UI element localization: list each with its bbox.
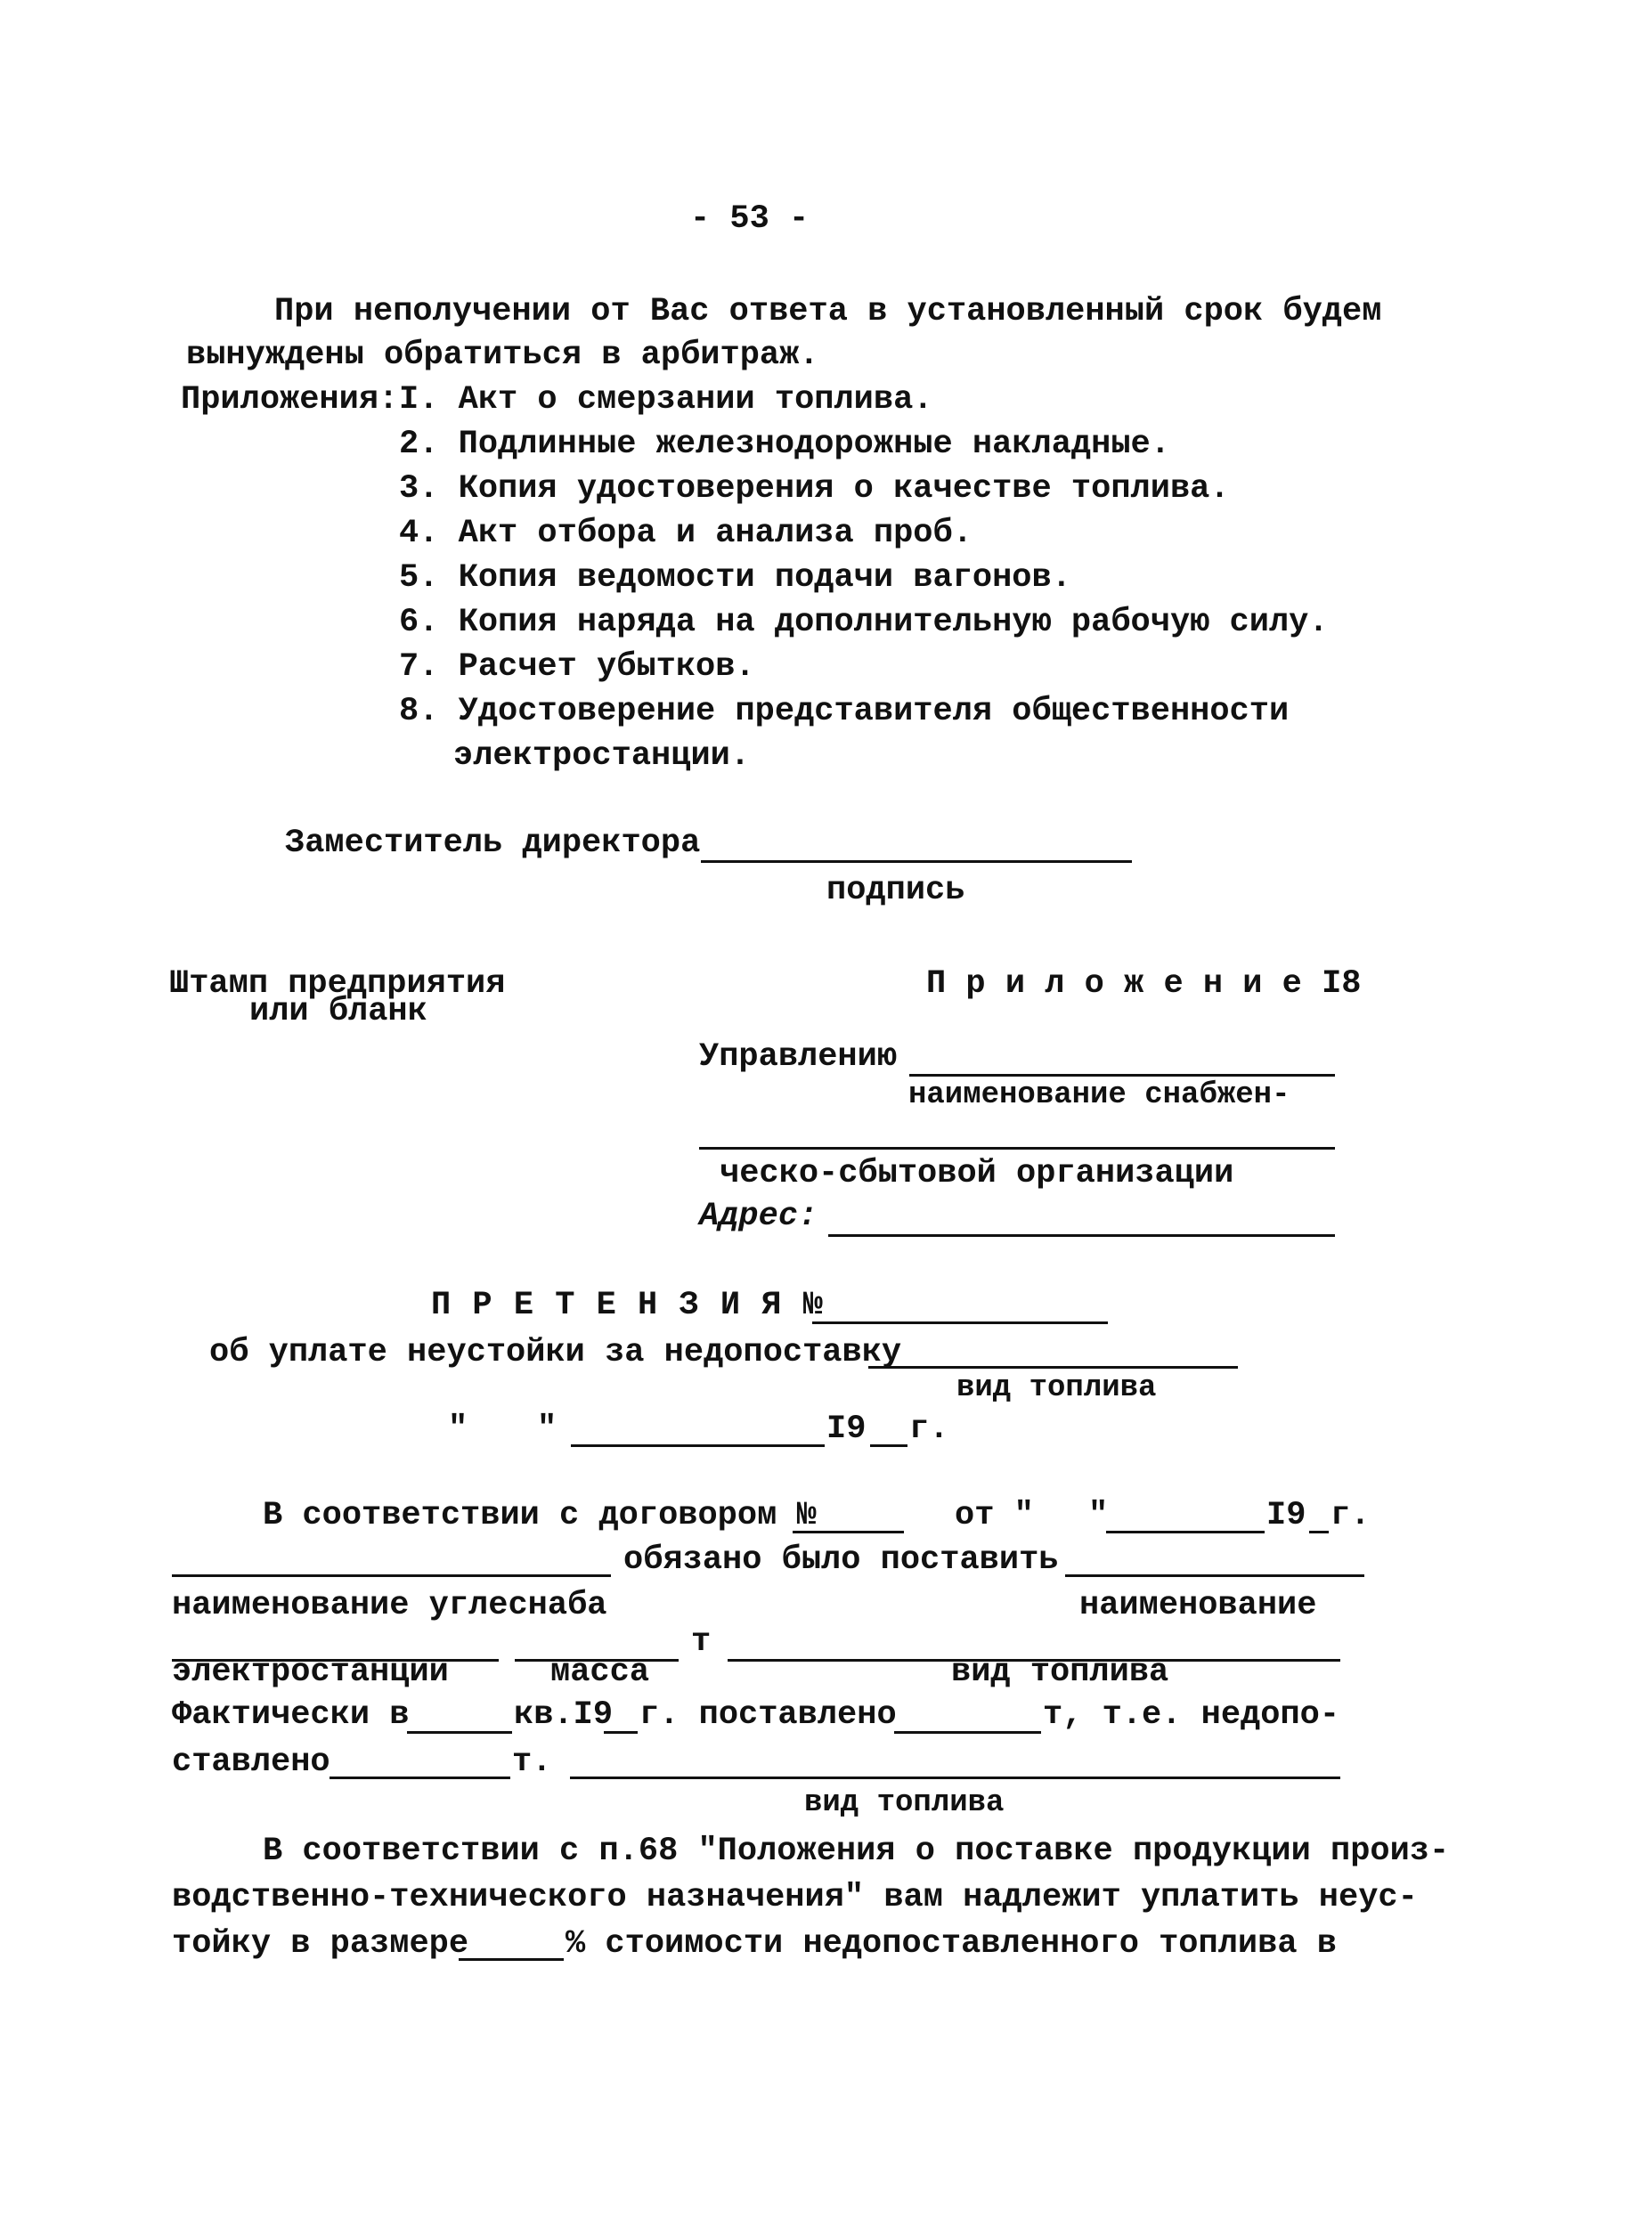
- short-fuel-line: [570, 1777, 1340, 1779]
- signature-line: [701, 860, 1132, 863]
- quote-open: ": [448, 1411, 468, 1448]
- fuel-caption: вид топлива: [951, 1654, 1169, 1691]
- fuel-type-caption: вид топлива: [956, 1371, 1157, 1405]
- recipient-label: Управлению: [699, 1038, 898, 1076]
- attachment-item: 5. Копия ведомости подачи вагонов.: [399, 559, 1071, 597]
- signature-caption: подпись: [826, 872, 965, 909]
- attachment-item: I. Акт о смерзании топлива.: [399, 381, 933, 419]
- contract-year-line: [1309, 1531, 1329, 1533]
- contract-quote-close: ": [1088, 1497, 1109, 1534]
- paragraph-line-1: В соответствии с п.68 "Положения о поставке продукции произ-: [263, 1833, 1450, 1870]
- contract-from-label: от ": [955, 1497, 1034, 1534]
- address-label: Адрес:: [699, 1198, 818, 1235]
- recipient-line-2: [699, 1147, 1335, 1150]
- contract-number-line: [793, 1531, 904, 1533]
- short-amount-line: [330, 1777, 510, 1779]
- paragraph-line-3a: тойку в размере: [172, 1925, 469, 1963]
- obliged-text: обязано было поставить: [623, 1541, 1059, 1579]
- stamp-label: Штамп предприятия: [169, 965, 506, 1003]
- letter-line-2: вынуждены обратиться в арбитраж.: [186, 337, 819, 374]
- address-line: [828, 1234, 1335, 1237]
- actual-text-4: т, т.е. недопо-: [1043, 1696, 1340, 1734]
- short-text-2: т.: [512, 1744, 552, 1781]
- claim-year-suffix: г.: [909, 1411, 949, 1448]
- recipient-caption-2: ческо-сбытовой организации: [720, 1155, 1234, 1192]
- quarter-line: [407, 1731, 512, 1734]
- appendix-label: П р и л о ж е н и е I8: [926, 965, 1362, 1003]
- recipient-caption: наименование снабжен-: [908, 1078, 1290, 1112]
- short-fuel-caption: вид топлива: [804, 1786, 1005, 1820]
- date-month-line: [571, 1444, 825, 1447]
- attachment-item-continuation: электростанции.: [453, 737, 751, 775]
- contract-year-suffix: г.: [1331, 1497, 1371, 1534]
- attachment-item: 2. Подлинные железнодорожные накладные.: [399, 426, 1170, 463]
- contract-date-line: [1106, 1531, 1265, 1533]
- contract-text: В соответствии с договором №: [263, 1497, 817, 1534]
- coal-supplier-caption: наименование углеснаба: [172, 1587, 607, 1624]
- claim-title: П Р Е Т Е Н З И Я №: [431, 1287, 824, 1324]
- actual-text-1: Фактически в: [172, 1696, 410, 1734]
- attachment-item: 4. Акт отбора и анализа проб.: [399, 515, 972, 552]
- actual-text-3: г. поставлено: [639, 1696, 897, 1734]
- claim-subtitle: об уплате неустойки за недопоставку: [209, 1334, 902, 1371]
- station-name-caption: наименование: [1079, 1587, 1317, 1624]
- attachments-label: Приложения:: [181, 381, 399, 419]
- paragraph-line-3b: % стоимости недопоставленного топлива в: [566, 1925, 1337, 1963]
- quote-close: ": [537, 1411, 557, 1448]
- actual-text-2: кв.I9: [514, 1696, 614, 1734]
- mass-caption: масса: [550, 1654, 650, 1691]
- paragraph-line-2: водственно-технического назначения" вам надлежит уплатить неус-: [172, 1879, 1418, 1916]
- tons-label: т: [691, 1623, 712, 1661]
- attachment-item: 3. Копия удостоверения о качестве топлива.: [399, 470, 1230, 508]
- coal-supplier-line: [172, 1574, 611, 1577]
- deputy-director-label: Заместитель директора: [285, 825, 701, 862]
- claim-number-line: [812, 1321, 1108, 1324]
- actual-year-line: [604, 1731, 638, 1734]
- claim-year-line: [870, 1444, 907, 1447]
- stamp-label-2: или бланк: [249, 993, 427, 1030]
- short-text-1: ставлено: [172, 1744, 330, 1781]
- attachment-item: 7. Расчет убытков.: [399, 648, 755, 686]
- station-name-line: [1065, 1574, 1364, 1577]
- claim-year: I9: [826, 1411, 867, 1448]
- contract-year: I9: [1266, 1497, 1306, 1534]
- attachment-item: 8. Удостоверение представителя общественности: [399, 693, 1290, 730]
- delivered-line: [894, 1731, 1041, 1734]
- letter-line-1: При неполучении от Вас ответа в установленный срок будем: [274, 293, 1382, 330]
- station-caption: электростанции: [172, 1654, 449, 1691]
- attachment-item: 6. Копия наряда на дополнительную рабочую силу.: [399, 604, 1329, 641]
- penalty-percent-line: [459, 1958, 564, 1961]
- page-number: - 53 -: [690, 200, 810, 238]
